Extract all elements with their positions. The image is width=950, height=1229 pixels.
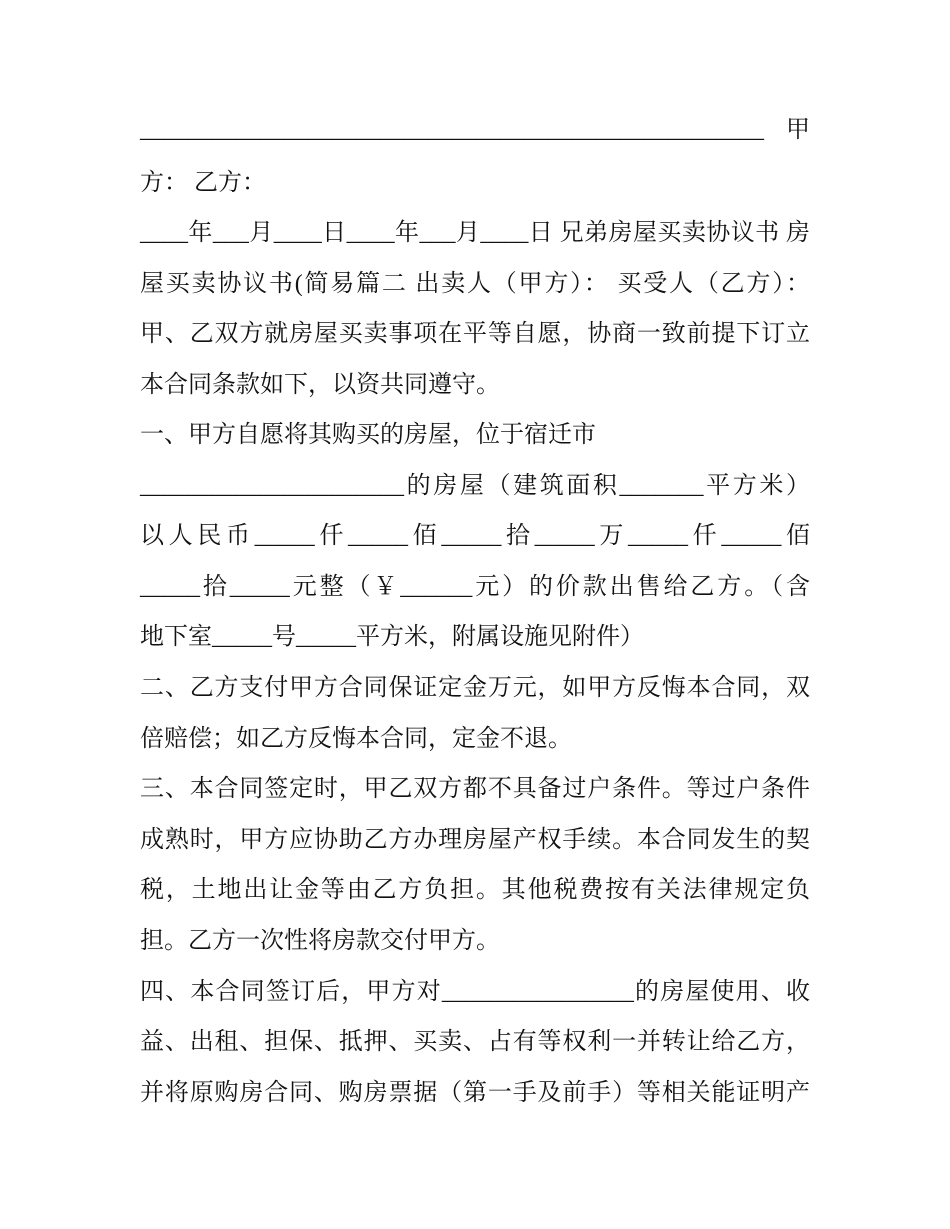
text-line: 倍赔偿；如乙方反悔本合同，定金不退。 <box>140 726 572 752</box>
text-line: 担。乙方一次性将房款交付甲方。 <box>140 928 500 954</box>
text-line: 四、本合同签订后，甲方对________________的房屋使用、收 <box>140 979 810 1005</box>
text-line: 地下室_____号_____平方米，附属设施见附件） <box>140 624 644 650</box>
text-line: 一、甲方自愿将其购买的房屋，位于宿迁市 <box>140 422 596 448</box>
text-line: 方： 乙方： <box>140 170 266 196</box>
text-line: 以人民币_____仟_____佰_____拾_____万_____仟_____佰 <box>140 523 810 549</box>
text-line: 三、本合同签定时，甲乙双方都不具备过户条件。等过户条件 <box>140 776 810 802</box>
text-line: 税，土地出让金等由乙方负担。其他税费按有关法律规定负 <box>140 877 810 903</box>
text-line: 二、乙方支付甲方合同保证定金万元，如甲方反悔本合同，双 <box>140 675 810 701</box>
text-line: 益、出租、担保、抵押、买卖、占有等权利一并转让给乙方， <box>140 1029 810 1055</box>
text-line: 屋买卖协议书(简易篇二 出卖人（甲方）： 买受人（乙方）： <box>140 271 810 297</box>
text-line: ____年___月____日____年___月____日 兄弟房屋买卖协议书 房 <box>140 220 810 246</box>
text-line: _____拾_____元整（￥______元）的价款出售给乙方。（含 <box>140 574 810 600</box>
text-line: ____________________________________________________ 甲 <box>140 117 810 143</box>
text-line: 甲、乙双方就房屋买卖事项在平等自愿，协商一致前提下订立 <box>140 321 810 347</box>
text-line: 成熟时，甲方应协助乙方办理房屋产权手续。本合同发生的契 <box>140 827 810 853</box>
text-line: 并将原购房合同、购房票据（第一手及前手）等相关能证明产 <box>140 1080 810 1106</box>
text-line: ______________________的房屋（建筑面积_______平方米） <box>140 473 810 499</box>
text-line: 本合同条款如下，以资共同遵守。 <box>140 372 500 398</box>
